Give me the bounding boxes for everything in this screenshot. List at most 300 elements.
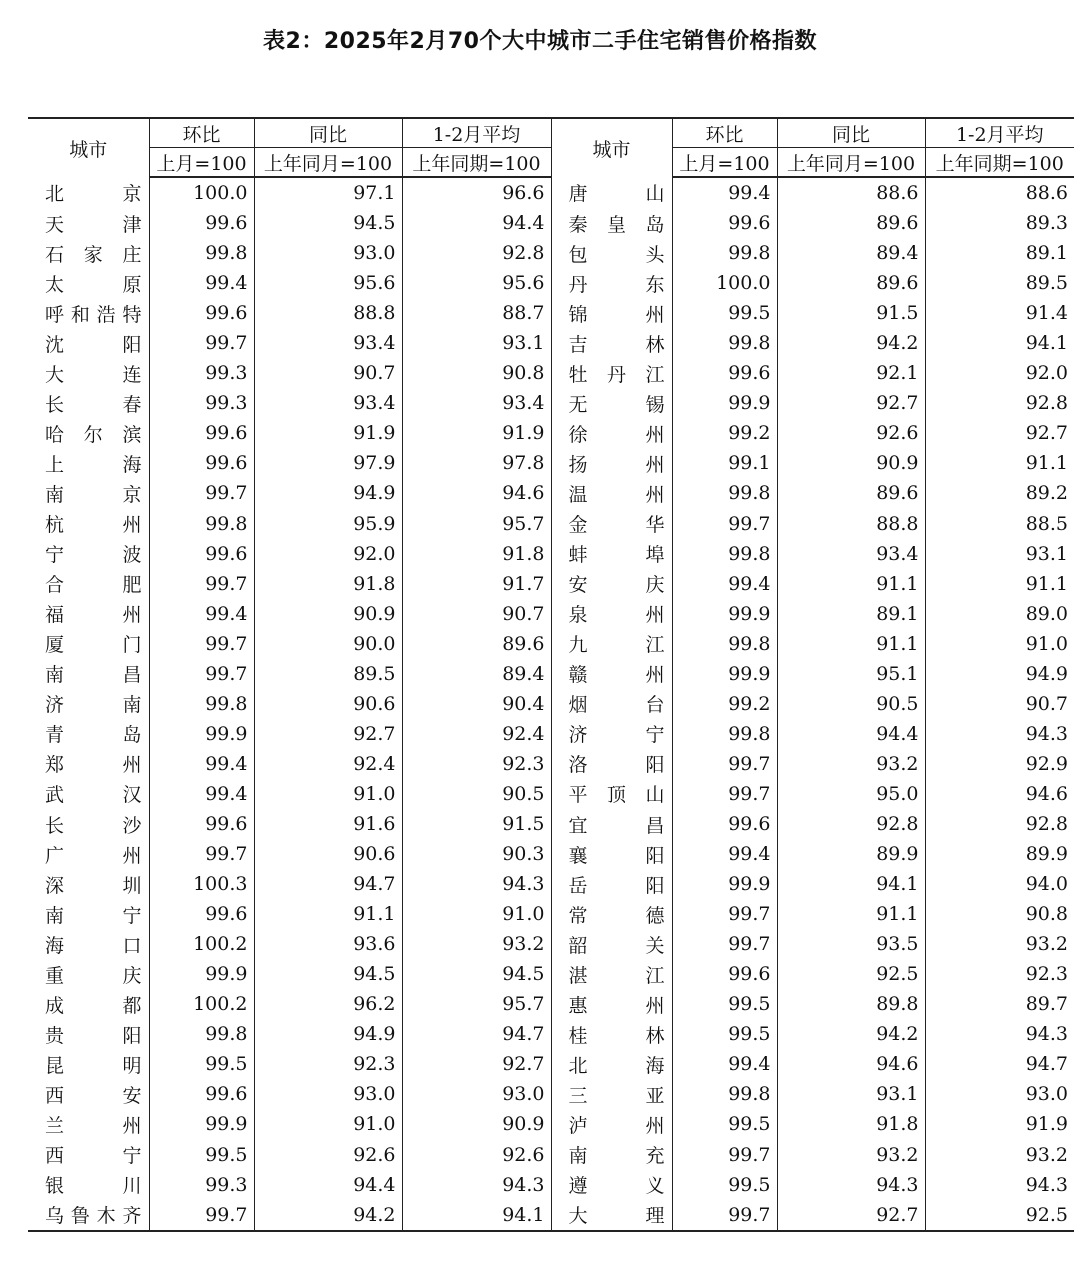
- yoy-value-right: 95.1: [777, 659, 925, 689]
- mom-value-left: 99.4: [149, 749, 254, 779]
- city-name-left: 合肥: [45, 574, 142, 597]
- city-name-right: 包头: [551, 238, 672, 268]
- yoy-value-right: 93.5: [777, 929, 925, 959]
- avg-value-right: 94.1: [925, 328, 1074, 358]
- table-row: [28, 689, 1074, 719]
- yoy-value-right: 92.7: [777, 1200, 925, 1231]
- city-name-left: 昆明: [45, 1054, 142, 1077]
- avg-value-right: 91.1: [925, 448, 1074, 478]
- city-name-right: 泉州: [551, 599, 672, 629]
- city-name-left: 上海: [45, 453, 142, 476]
- city-name-left: 西宁: [45, 1145, 142, 1168]
- avg-value-right: 92.8: [925, 809, 1074, 839]
- city-name-left: 福州: [45, 604, 142, 627]
- mom-value-left: 99.9: [149, 719, 254, 749]
- yoy-value-left: 95.9: [254, 509, 402, 539]
- city-name-right: 三亚: [551, 1079, 672, 1109]
- yoy-value-left: 94.9: [254, 478, 402, 508]
- header-avg-right: 1-2月平均: [925, 118, 1074, 148]
- mom-value-left: 99.7: [149, 569, 254, 599]
- yoy-value-right: 89.8: [777, 989, 925, 1019]
- table-row: [28, 569, 1074, 599]
- yoy-value-right: 89.6: [777, 268, 925, 298]
- city-name-left: 兰州: [45, 1114, 142, 1137]
- price-index-table: [28, 117, 1074, 1232]
- avg-value-left: 92.3: [402, 749, 551, 779]
- city-name-right: 吉林: [551, 328, 672, 358]
- table-row: [28, 177, 1074, 208]
- mom-value-left: 99.4: [149, 599, 254, 629]
- avg-value-left: 95.7: [402, 509, 551, 539]
- city-name-right: 泸州: [551, 1109, 672, 1139]
- city-name-left: 哈尔滨: [45, 423, 142, 446]
- city-name-left: 长沙: [45, 814, 142, 837]
- mom-value-right: 99.8: [672, 1079, 777, 1109]
- yoy-value-left: 93.0: [254, 238, 402, 268]
- yoy-value-right: 92.1: [777, 358, 925, 388]
- mom-value-right: 99.7: [672, 899, 777, 929]
- yoy-value-left: 93.4: [254, 388, 402, 418]
- table-row: [28, 268, 1074, 298]
- city-name-left: 广州: [45, 844, 142, 867]
- yoy-value-left: 92.7: [254, 719, 402, 749]
- yoy-value-right: 90.5: [777, 689, 925, 719]
- city-name-left: 宁波: [45, 544, 142, 567]
- mom-value-left: 99.5: [149, 1140, 254, 1170]
- city-name-right: 韶关: [551, 929, 672, 959]
- table-row: [28, 478, 1074, 508]
- header-avg-base-left: 上年同期=100: [402, 148, 551, 178]
- avg-value-left: 94.3: [402, 869, 551, 899]
- header-mom-right: 环比: [672, 118, 777, 148]
- city-name-right: 唐山: [551, 177, 672, 208]
- mom-value-left: 99.3: [149, 1170, 254, 1200]
- yoy-value-right: 89.6: [777, 478, 925, 508]
- avg-value-right: 89.1: [925, 238, 1074, 268]
- mom-value-left: 99.6: [149, 298, 254, 328]
- header-yoy-base-right: 上年同月=100: [777, 148, 925, 178]
- city-name-right: 赣州: [551, 659, 672, 689]
- mom-value-right: 99.6: [672, 358, 777, 388]
- avg-value-left: 88.7: [402, 298, 551, 328]
- avg-value-right: 92.0: [925, 358, 1074, 388]
- avg-value-left: 90.9: [402, 1109, 551, 1139]
- header-mom-left: 环比: [149, 118, 254, 148]
- avg-value-left: 96.6: [402, 177, 551, 208]
- table-row: [28, 1200, 1074, 1231]
- avg-value-left: 89.4: [402, 659, 551, 689]
- avg-value-left: 90.5: [402, 779, 551, 809]
- avg-value-left: 93.4: [402, 388, 551, 418]
- avg-value-right: 91.1: [925, 569, 1074, 599]
- yoy-value-left: 94.2: [254, 1200, 402, 1231]
- city-name-left: 济南: [45, 694, 142, 717]
- mom-value-right: 99.9: [672, 659, 777, 689]
- yoy-value-left: 97.9: [254, 448, 402, 478]
- yoy-value-right: 91.1: [777, 899, 925, 929]
- yoy-value-left: 93.6: [254, 929, 402, 959]
- yoy-value-left: 91.0: [254, 779, 402, 809]
- yoy-value-right: 91.1: [777, 569, 925, 599]
- avg-value-left: 94.1: [402, 1200, 551, 1231]
- yoy-value-right: 93.1: [777, 1079, 925, 1109]
- avg-value-left: 90.4: [402, 689, 551, 719]
- yoy-value-left: 94.5: [254, 208, 402, 238]
- city-name-left: 北京: [45, 183, 142, 206]
- avg-value-right: 92.9: [925, 749, 1074, 779]
- mom-value-right: 99.5: [672, 298, 777, 328]
- mom-value-right: 99.5: [672, 1109, 777, 1139]
- table-row: [28, 839, 1074, 869]
- table-row: [28, 418, 1074, 448]
- city-name-right: 扬州: [551, 448, 672, 478]
- city-name-left: 太原: [45, 273, 142, 296]
- table-row: [28, 749, 1074, 779]
- table-row: [28, 1079, 1074, 1109]
- yoy-value-left: 91.8: [254, 569, 402, 599]
- mom-value-left: 100.3: [149, 869, 254, 899]
- yoy-value-left: 95.6: [254, 268, 402, 298]
- city-name-right: 丹东: [551, 268, 672, 298]
- city-name-left: 沈阳: [45, 333, 142, 356]
- mom-value-right: 99.2: [672, 689, 777, 719]
- mom-value-left: 99.6: [149, 418, 254, 448]
- yoy-value-left: 93.0: [254, 1079, 402, 1109]
- mom-value-right: 99.7: [672, 929, 777, 959]
- avg-value-right: 88.6: [925, 177, 1074, 208]
- mom-value-left: 99.6: [149, 208, 254, 238]
- city-name-right: 惠州: [551, 989, 672, 1019]
- table-row: [28, 1049, 1074, 1079]
- yoy-value-left: 97.1: [254, 177, 402, 208]
- table-row: [28, 899, 1074, 929]
- yoy-value-left: 94.5: [254, 959, 402, 989]
- yoy-value-left: 90.6: [254, 839, 402, 869]
- yoy-value-right: 94.6: [777, 1049, 925, 1079]
- avg-value-right: 89.2: [925, 478, 1074, 508]
- city-name-left: 成都: [45, 994, 142, 1017]
- yoy-value-right: 89.9: [777, 839, 925, 869]
- yoy-value-right: 94.2: [777, 1019, 925, 1049]
- city-name-right: 徐州: [551, 418, 672, 448]
- avg-value-right: 92.5: [925, 1200, 1074, 1231]
- yoy-value-left: 93.4: [254, 328, 402, 358]
- city-name-right: 蚌埠: [551, 539, 672, 569]
- avg-value-right: 92.7: [925, 418, 1074, 448]
- avg-value-left: 94.7: [402, 1019, 551, 1049]
- avg-value-left: 97.8: [402, 448, 551, 478]
- mom-value-left: 99.9: [149, 959, 254, 989]
- mom-value-right: 99.7: [672, 1140, 777, 1170]
- avg-value-right: 93.1: [925, 539, 1074, 569]
- avg-value-left: 90.7: [402, 599, 551, 629]
- avg-value-right: 89.0: [925, 599, 1074, 629]
- avg-value-left: 90.8: [402, 358, 551, 388]
- city-name-right: 襄阳: [551, 839, 672, 869]
- yoy-value-right: 95.0: [777, 779, 925, 809]
- avg-value-left: 95.7: [402, 989, 551, 1019]
- city-name-left: 天津: [45, 213, 142, 236]
- avg-value-left: 94.6: [402, 478, 551, 508]
- city-name-right: 金华: [551, 509, 672, 539]
- city-name-left: 南昌: [45, 664, 142, 687]
- city-name-right: 遵义: [551, 1170, 672, 1200]
- avg-value-left: 95.6: [402, 268, 551, 298]
- mom-value-right: 99.6: [672, 809, 777, 839]
- yoy-value-left: 91.1: [254, 899, 402, 929]
- mom-value-left: 99.7: [149, 328, 254, 358]
- avg-value-right: 93.2: [925, 929, 1074, 959]
- avg-value-right: 92.3: [925, 959, 1074, 989]
- city-name-right: 安庆: [551, 569, 672, 599]
- yoy-value-right: 92.8: [777, 809, 925, 839]
- yoy-value-right: 92.5: [777, 959, 925, 989]
- yoy-value-left: 94.9: [254, 1019, 402, 1049]
- city-name-right: 无锡: [551, 388, 672, 418]
- mom-value-right: 99.4: [672, 177, 777, 208]
- table-row: [28, 208, 1074, 238]
- table-row: [28, 629, 1074, 659]
- yoy-value-right: 91.8: [777, 1109, 925, 1139]
- city-name-right: 北海: [551, 1049, 672, 1079]
- yoy-value-right: 92.6: [777, 418, 925, 448]
- mom-value-left: 99.6: [149, 539, 254, 569]
- table-row: [28, 959, 1074, 989]
- avg-value-right: 88.5: [925, 509, 1074, 539]
- city-name-right: 牡丹江: [551, 358, 672, 388]
- table-row: [28, 719, 1074, 749]
- table-row: [28, 869, 1074, 899]
- yoy-value-left: 91.0: [254, 1109, 402, 1139]
- avg-value-right: 89.7: [925, 989, 1074, 1019]
- avg-value-left: 93.1: [402, 328, 551, 358]
- mom-value-left: 99.6: [149, 1079, 254, 1109]
- table-row: [28, 1170, 1074, 1200]
- avg-value-left: 94.3: [402, 1170, 551, 1200]
- mom-value-left: 99.4: [149, 268, 254, 298]
- mom-value-right: 99.7: [672, 509, 777, 539]
- yoy-value-right: 90.9: [777, 448, 925, 478]
- mom-value-right: 99.1: [672, 448, 777, 478]
- city-name-right: 桂林: [551, 1019, 672, 1049]
- mom-value-right: 99.9: [672, 869, 777, 899]
- mom-value-left: 99.6: [149, 448, 254, 478]
- mom-value-left: 99.5: [149, 1049, 254, 1079]
- yoy-value-left: 90.0: [254, 629, 402, 659]
- city-name-left: 长春: [45, 393, 142, 416]
- yoy-value-left: 92.0: [254, 539, 402, 569]
- avg-value-left: 92.6: [402, 1140, 551, 1170]
- mom-value-left: 99.8: [149, 238, 254, 268]
- city-name-right: 温州: [551, 478, 672, 508]
- avg-value-right: 94.0: [925, 869, 1074, 899]
- city-name-right: 烟台: [551, 689, 672, 719]
- avg-value-left: 89.6: [402, 629, 551, 659]
- yoy-value-left: 92.4: [254, 749, 402, 779]
- mom-value-right: 99.6: [672, 208, 777, 238]
- avg-value-left: 91.8: [402, 539, 551, 569]
- avg-value-left: 92.4: [402, 719, 551, 749]
- yoy-value-right: 94.3: [777, 1170, 925, 1200]
- header-yoy-base-left: 上年同月=100: [254, 148, 402, 178]
- mom-value-right: 99.8: [672, 478, 777, 508]
- avg-value-right: 91.4: [925, 298, 1074, 328]
- yoy-value-right: 93.4: [777, 539, 925, 569]
- yoy-value-left: 94.7: [254, 869, 402, 899]
- table-row: [28, 539, 1074, 569]
- avg-value-left: 93.0: [402, 1079, 551, 1109]
- city-name-left: 武汉: [45, 784, 142, 807]
- mom-value-right: 99.5: [672, 1170, 777, 1200]
- header-mom-base-left: 上月=100: [149, 148, 254, 178]
- table-row: [28, 659, 1074, 689]
- city-name-left: 海口: [45, 934, 142, 957]
- city-name-left: 厦门: [45, 634, 142, 657]
- yoy-value-right: 88.6: [777, 177, 925, 208]
- mom-value-left: 99.8: [149, 1019, 254, 1049]
- avg-value-right: 94.3: [925, 1019, 1074, 1049]
- mom-value-right: 99.5: [672, 1019, 777, 1049]
- yoy-value-left: 92.3: [254, 1049, 402, 1079]
- header-city-right: 城市: [551, 118, 672, 177]
- table-row: [28, 779, 1074, 809]
- avg-value-right: 94.7: [925, 1049, 1074, 1079]
- avg-value-left: 91.9: [402, 418, 551, 448]
- city-name-right: 大理: [551, 1200, 672, 1231]
- yoy-value-left: 88.8: [254, 298, 402, 328]
- avg-value-right: 89.5: [925, 268, 1074, 298]
- mom-value-left: 99.8: [149, 689, 254, 719]
- avg-value-left: 93.2: [402, 929, 551, 959]
- city-name-right: 洛阳: [551, 749, 672, 779]
- city-name-right: 平顶山: [551, 779, 672, 809]
- avg-value-right: 94.3: [925, 719, 1074, 749]
- city-name-left: 银川: [45, 1175, 142, 1198]
- city-name-left: 杭州: [45, 514, 142, 537]
- yoy-value-right: 91.5: [777, 298, 925, 328]
- mom-value-right: 99.7: [672, 749, 777, 779]
- city-name-right: 九江: [551, 629, 672, 659]
- mom-value-left: 99.8: [149, 509, 254, 539]
- mom-value-left: 100.2: [149, 929, 254, 959]
- yoy-value-left: 90.9: [254, 599, 402, 629]
- header-city-left: 城市: [28, 118, 149, 177]
- mom-value-left: 99.7: [149, 839, 254, 869]
- city-name-right: 湛江: [551, 959, 672, 989]
- avg-value-right: 89.3: [925, 208, 1074, 238]
- table-row: [28, 929, 1074, 959]
- avg-value-left: 92.7: [402, 1049, 551, 1079]
- yoy-value-right: 94.2: [777, 328, 925, 358]
- yoy-value-left: 96.2: [254, 989, 402, 1019]
- mom-value-right: 99.8: [672, 629, 777, 659]
- city-name-left: 呼和浩特: [45, 303, 142, 326]
- mom-value-left: 100.0: [149, 177, 254, 208]
- yoy-value-left: 94.4: [254, 1170, 402, 1200]
- avg-value-right: 93.0: [925, 1079, 1074, 1109]
- avg-value-right: 93.2: [925, 1140, 1074, 1170]
- city-name-left: 大连: [45, 363, 142, 386]
- mom-value-right: 99.9: [672, 388, 777, 418]
- city-name-right: 南充: [551, 1140, 672, 1170]
- yoy-value-right: 89.1: [777, 599, 925, 629]
- mom-value-left: 99.7: [149, 629, 254, 659]
- table-row: [28, 1140, 1074, 1170]
- table-row: [28, 509, 1074, 539]
- yoy-value-left: 90.7: [254, 358, 402, 388]
- avg-value-left: 94.5: [402, 959, 551, 989]
- avg-value-left: 92.8: [402, 238, 551, 268]
- city-name-left: 南宁: [45, 904, 142, 927]
- city-name-left: 乌鲁木齐: [28, 1200, 149, 1231]
- yoy-value-right: 92.7: [777, 388, 925, 418]
- table-row: [28, 448, 1074, 478]
- mom-value-right: 99.4: [672, 569, 777, 599]
- yoy-value-right: 93.2: [777, 749, 925, 779]
- table-body: [28, 177, 1074, 1231]
- table-row: [28, 1109, 1074, 1139]
- mom-value-left: 99.4: [149, 779, 254, 809]
- avg-value-left: 91.0: [402, 899, 551, 929]
- city-name-left: 重庆: [45, 964, 142, 987]
- city-name-right: 常德: [551, 899, 672, 929]
- mom-value-right: 100.0: [672, 268, 777, 298]
- city-name-left: 西安: [45, 1084, 142, 1107]
- header-yoy-left: 同比: [254, 118, 402, 148]
- city-name-left: 青岛: [45, 724, 142, 747]
- mom-value-right: 99.8: [672, 539, 777, 569]
- mom-value-left: 99.6: [149, 809, 254, 839]
- city-name-left: 贵阳: [45, 1024, 142, 1047]
- avg-value-right: 89.9: [925, 839, 1074, 869]
- table-row: [28, 599, 1074, 629]
- city-name-left: 南京: [45, 483, 142, 506]
- yoy-value-right: 88.8: [777, 509, 925, 539]
- mom-value-left: 99.6: [149, 899, 254, 929]
- city-name-left: 深圳: [45, 874, 142, 897]
- yoy-value-right: 91.1: [777, 629, 925, 659]
- yoy-value-left: 89.5: [254, 659, 402, 689]
- table-row: [28, 238, 1074, 268]
- header-mom-base-right: 上月=100: [672, 148, 777, 178]
- yoy-value-right: 89.4: [777, 238, 925, 268]
- table-row: [28, 1019, 1074, 1049]
- yoy-value-left: 91.6: [254, 809, 402, 839]
- avg-value-right: 94.9: [925, 659, 1074, 689]
- table-row: [28, 298, 1074, 328]
- table-row: [28, 989, 1074, 1019]
- mom-value-left: 99.7: [149, 478, 254, 508]
- avg-value-right: 91.0: [925, 629, 1074, 659]
- mom-value-left: 99.3: [149, 358, 254, 388]
- mom-value-left: 100.2: [149, 989, 254, 1019]
- yoy-value-right: 89.6: [777, 208, 925, 238]
- avg-value-right: 91.9: [925, 1109, 1074, 1139]
- mom-value-right: 99.8: [672, 328, 777, 358]
- yoy-value-right: 93.2: [777, 1140, 925, 1170]
- header-avg-left: 1-2月平均: [402, 118, 551, 148]
- mom-value-left: 99.9: [149, 1109, 254, 1139]
- yoy-value-left: 90.6: [254, 689, 402, 719]
- city-name-right: 岳阳: [551, 869, 672, 899]
- avg-value-right: 94.6: [925, 779, 1074, 809]
- mom-value-right: 99.4: [672, 1049, 777, 1079]
- table-row: [28, 328, 1074, 358]
- city-name-right: 秦皇岛: [551, 208, 672, 238]
- city-name-left: 石家庄: [45, 243, 142, 266]
- mom-value-left: 99.7: [149, 1200, 254, 1231]
- mom-value-right: 99.5: [672, 989, 777, 1019]
